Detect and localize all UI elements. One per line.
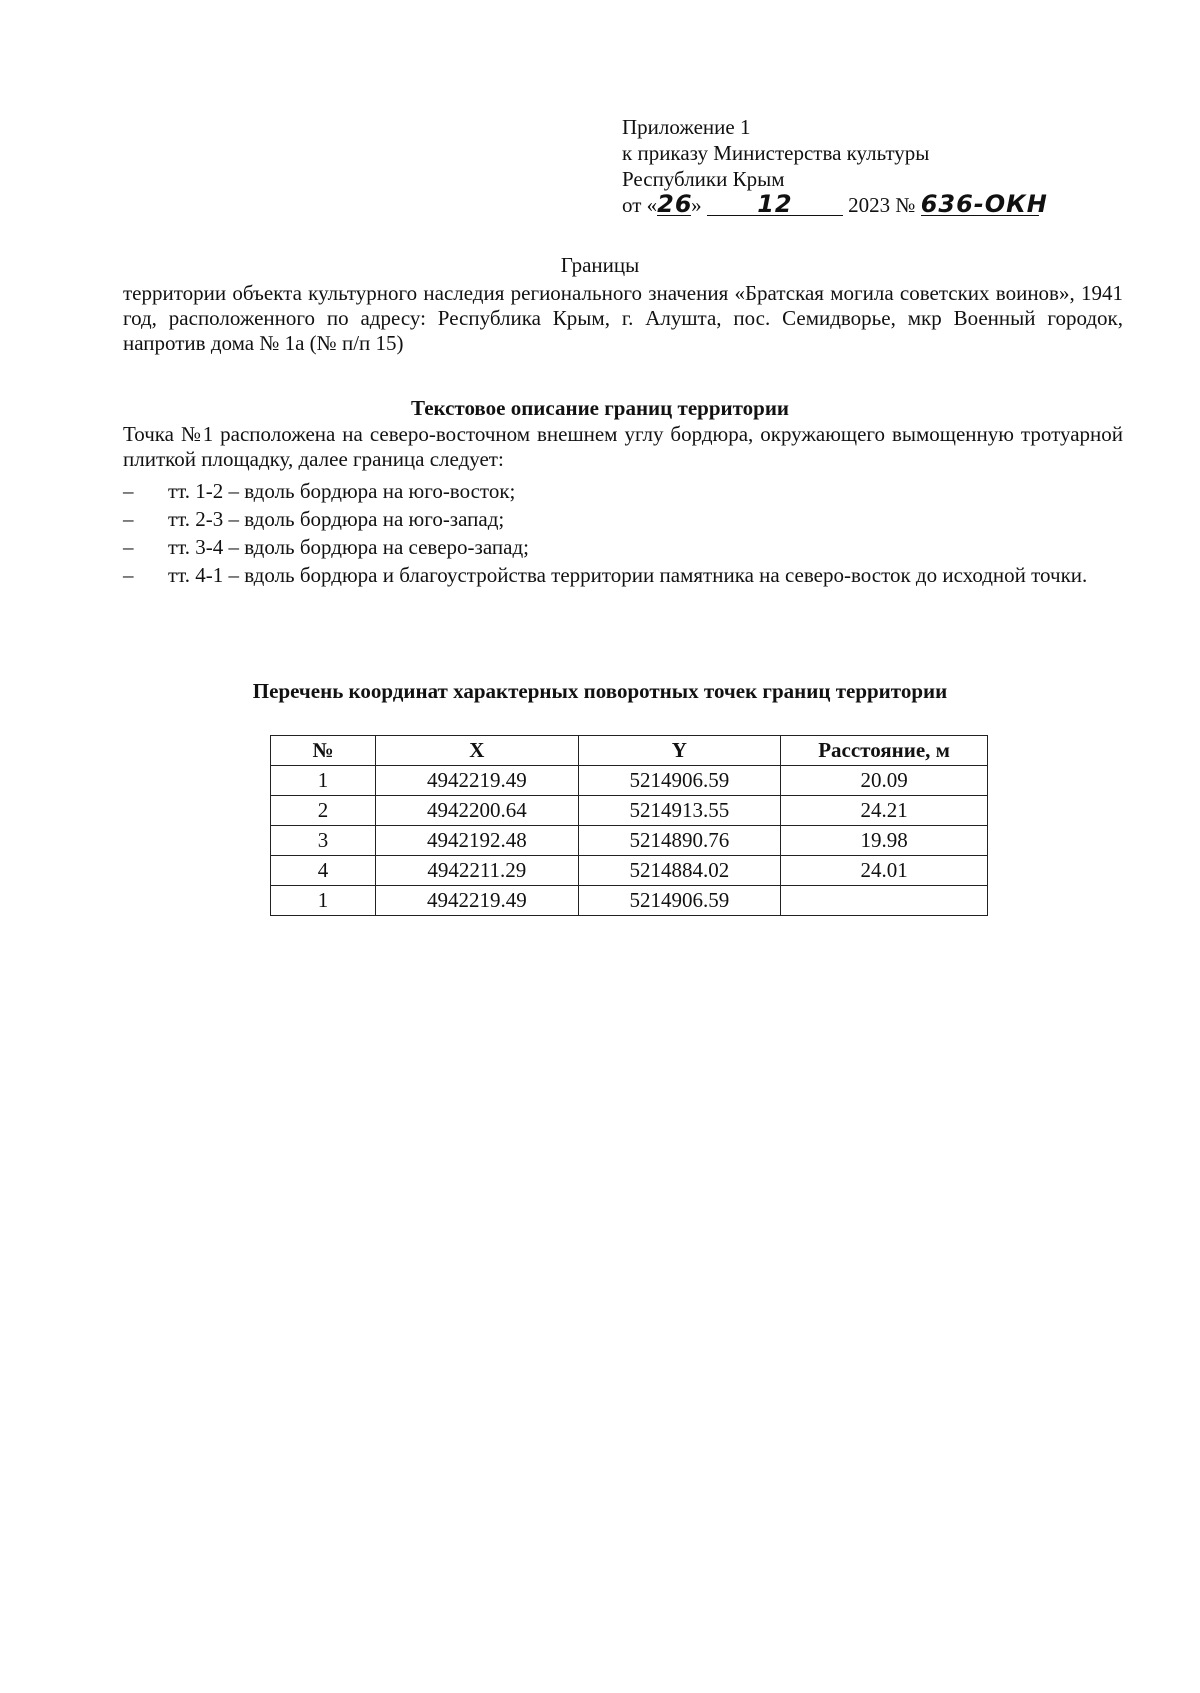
table-row xyxy=(271,856,988,886)
cell-x: 4942219.49 xyxy=(376,766,579,796)
cell-x: 4942211.29 xyxy=(376,856,579,886)
cell-number: 1 xyxy=(271,886,376,916)
date-day: 26 xyxy=(657,190,693,218)
appendix-date-line xyxy=(622,192,1102,218)
header-distance: Расстояние, м xyxy=(781,736,988,766)
dash-marker: – xyxy=(123,535,134,559)
date-month: 12 xyxy=(707,193,843,216)
table-row xyxy=(271,766,988,796)
list-item: – тт. 4-1 – вдоль бордюра и благоустройства территории памятника на северо-восток до исходной точки. xyxy=(123,563,1088,587)
dash-marker: – xyxy=(123,563,134,587)
cell-x: 4942192.48 xyxy=(376,826,579,856)
text-description-heading: Текстовое описание границ территории xyxy=(410,396,790,420)
cell-distance: 20.09 xyxy=(781,766,988,796)
cell-y: 5214913.55 xyxy=(578,796,781,826)
cell-y: 5214890.76 xyxy=(578,826,781,856)
order-number: 636-ОКН xyxy=(920,190,1048,218)
cell-distance xyxy=(781,886,988,916)
cell-number: 3 xyxy=(271,826,376,856)
document-title: Границы xyxy=(560,253,640,277)
header-number: № xyxy=(271,736,376,766)
description-intro: Точка №1 расположена на северо-восточном внешнем углу бордюра, окружающего вымощенную тротуарной плиткой площадку, далее граница следует: xyxy=(123,422,1123,471)
cell-y: 5214906.59 xyxy=(578,766,781,796)
cell-x: 4942200.64 xyxy=(376,796,579,826)
date-prefix: от « xyxy=(622,193,658,217)
cell-number: 2 xyxy=(271,796,376,826)
appendix-block xyxy=(622,114,1102,218)
cell-number: 4 xyxy=(271,856,376,886)
list-item: – тт. 3-4 – вдоль бордюра на северо-запад; xyxy=(123,535,529,559)
list-item: – тт. 1-2 – вдоль бордюра на юго-восток; xyxy=(123,479,516,503)
cell-x: 4942219.49 xyxy=(376,886,579,916)
dash-marker: – xyxy=(123,479,134,503)
coordinates-table xyxy=(270,735,988,916)
date-mid: » xyxy=(691,193,702,217)
list-item: – тт. 2-3 – вдоль бордюра на юго-запад; xyxy=(123,507,505,531)
appendix-line-3: Республики Крым xyxy=(622,167,785,191)
date-year: 2023 № xyxy=(848,193,916,217)
table-row xyxy=(271,826,988,856)
cell-y: 5214884.02 xyxy=(578,856,781,886)
dash-marker: – xyxy=(123,507,134,531)
table-row xyxy=(271,796,988,826)
appendix-line-2: к приказу Министерства культуры xyxy=(622,141,930,165)
cell-y: 5214906.59 xyxy=(578,886,781,916)
table-row xyxy=(271,886,988,916)
cell-number: 1 xyxy=(271,766,376,796)
cell-distance: 24.01 xyxy=(781,856,988,886)
cell-distance: 24.21 xyxy=(781,796,988,826)
coordinates-heading: Перечень координат характерных поворотных точек границ территории xyxy=(252,679,948,703)
boundary-list xyxy=(123,478,1123,590)
subject-paragraph: территории объекта культурного наследия регионального значения «Братская могила советских воинов», 1941 год, расположенного по адресу: Республика Крым, г. Алушта, пос. Семидворье, мкр Военный городок, напротив дома № 1а (№ п/п 15) xyxy=(123,281,1123,355)
table-header-row xyxy=(271,736,988,766)
header-x: X xyxy=(376,736,579,766)
header-y: Y xyxy=(578,736,781,766)
appendix-line-1: Приложение 1 xyxy=(622,115,751,139)
cell-distance: 19.98 xyxy=(781,826,988,856)
